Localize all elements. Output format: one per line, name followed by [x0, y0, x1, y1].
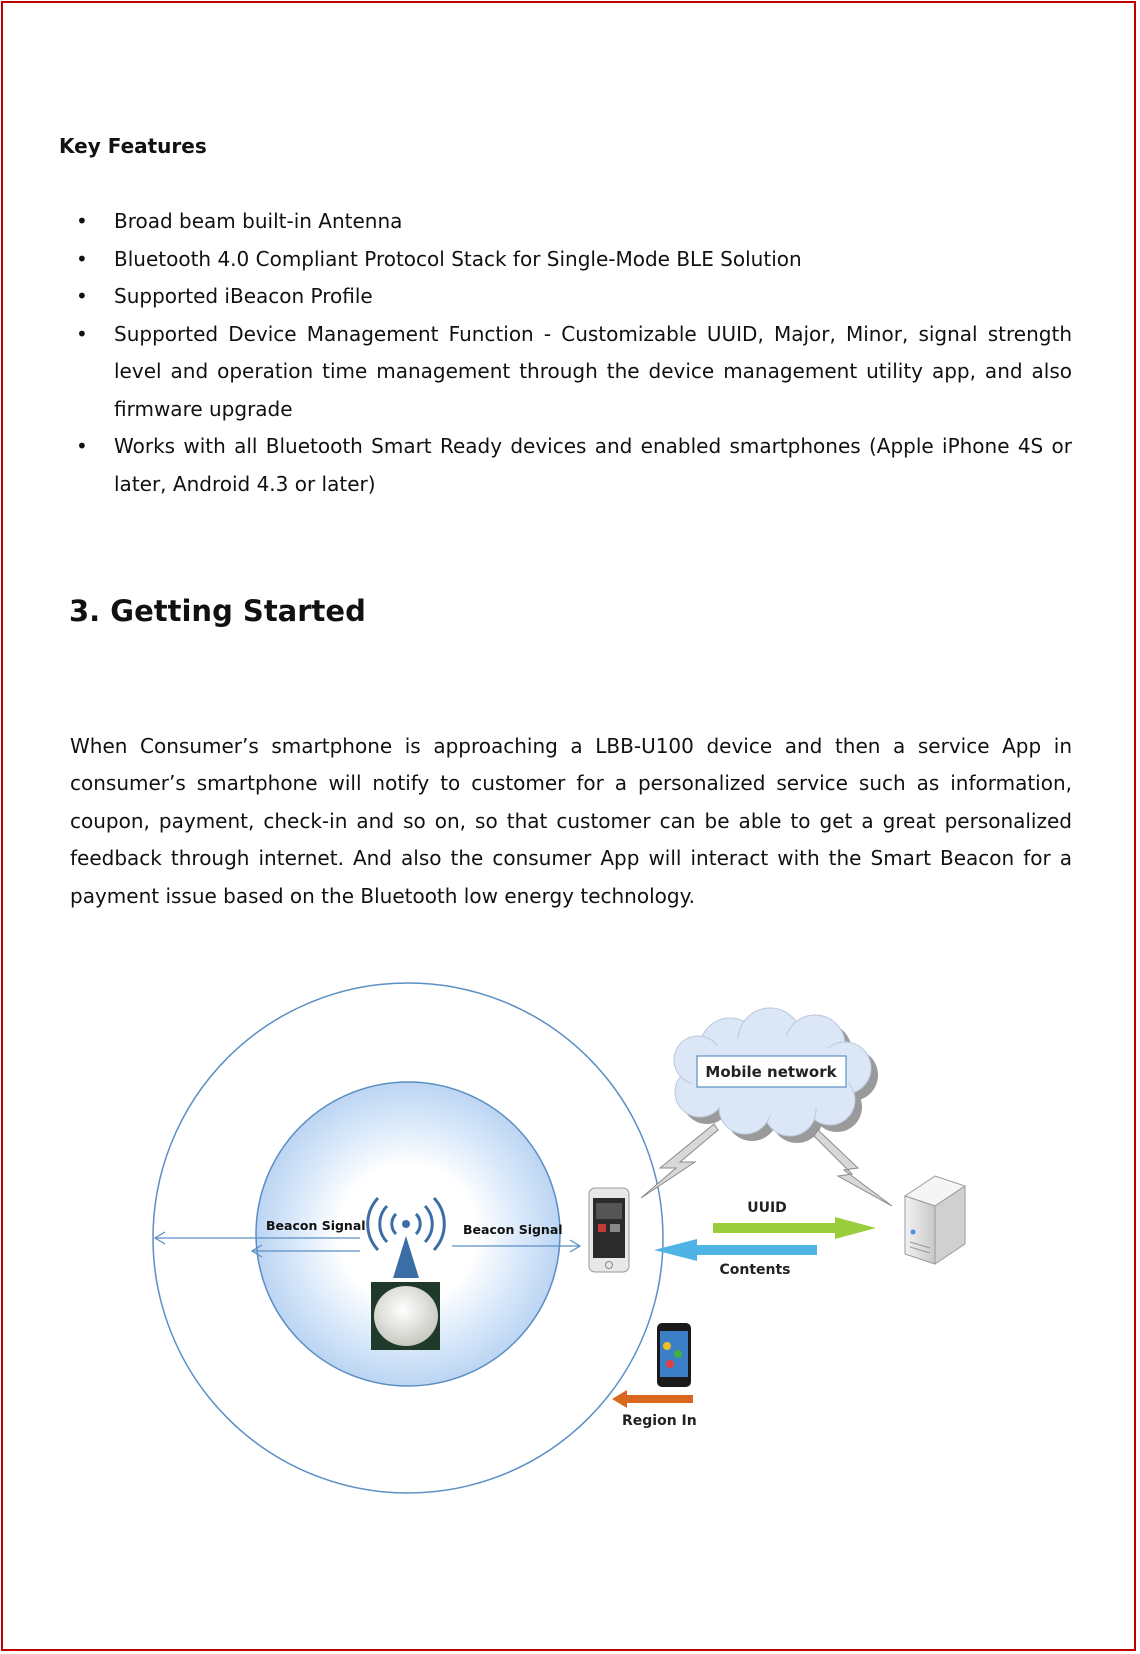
mobile-network-label: Mobile network — [705, 1063, 837, 1081]
beacon-signal-left-label: Beacon Signal — [266, 1218, 366, 1233]
uuid-label: UUID — [747, 1200, 787, 1216]
bullet-icon: • — [76, 434, 88, 458]
contents-arrow — [654, 1239, 817, 1261]
list-item-text: Bluetooth 4.0 Compliant Protocol Stack for Single-Mode BLE Solution — [114, 246, 802, 271]
uuid-arrow — [713, 1217, 876, 1239]
region-in-label: Region In — [622, 1413, 697, 1429]
section-title: 3. Getting Started — [69, 594, 366, 628]
iphone-icon — [589, 1188, 629, 1272]
intro-paragraph: When Consumer’s smartphone is approaching a LBB-U100 device and then a service App in consumer’s smartphone will notify to customer for a personalized service such as information, coupon, payment, check-in and so on, so that customer can be able to get a great personalized feedback through internet. And also the consumer App will interact with the Smart Beacon for a payment issue based on the Bluetooth low energy technology. — [70, 734, 1072, 908]
key-features-heading: Key Features — [59, 134, 207, 158]
lightning-right-icon — [814, 1130, 892, 1206]
contents-label: Contents — [719, 1262, 791, 1278]
bullet-icon: • — [76, 246, 88, 271]
bullet-icon: • — [76, 284, 88, 308]
bullet-icon: • — [76, 209, 88, 233]
list-item-text: Supported iBeacon Profile — [114, 284, 373, 308]
android-phone-icon — [657, 1323, 691, 1387]
server-icon — [905, 1176, 965, 1264]
beacon-signal-right-label: Beacon Signal — [463, 1222, 563, 1237]
list-item-text: Broad beam built-in Antenna — [114, 209, 403, 233]
lightning-left-icon — [641, 1124, 718, 1198]
region-in-arrow — [612, 1390, 693, 1408]
beacon-device-image — [371, 1282, 440, 1350]
list-item-text: Works with all Bluetooth Smart Ready devices and enabled smartphones (Apple iPhone 4S or later, Android 4.3 or later) — [114, 434, 1072, 496]
list-item-text: Supported Device Management Function - Customizable UUID, Major, Minor, signal strength level and operation time management through the device management utility app, and also firmware upgrade — [114, 321, 1072, 421]
bullet-icon: • — [76, 321, 88, 346]
